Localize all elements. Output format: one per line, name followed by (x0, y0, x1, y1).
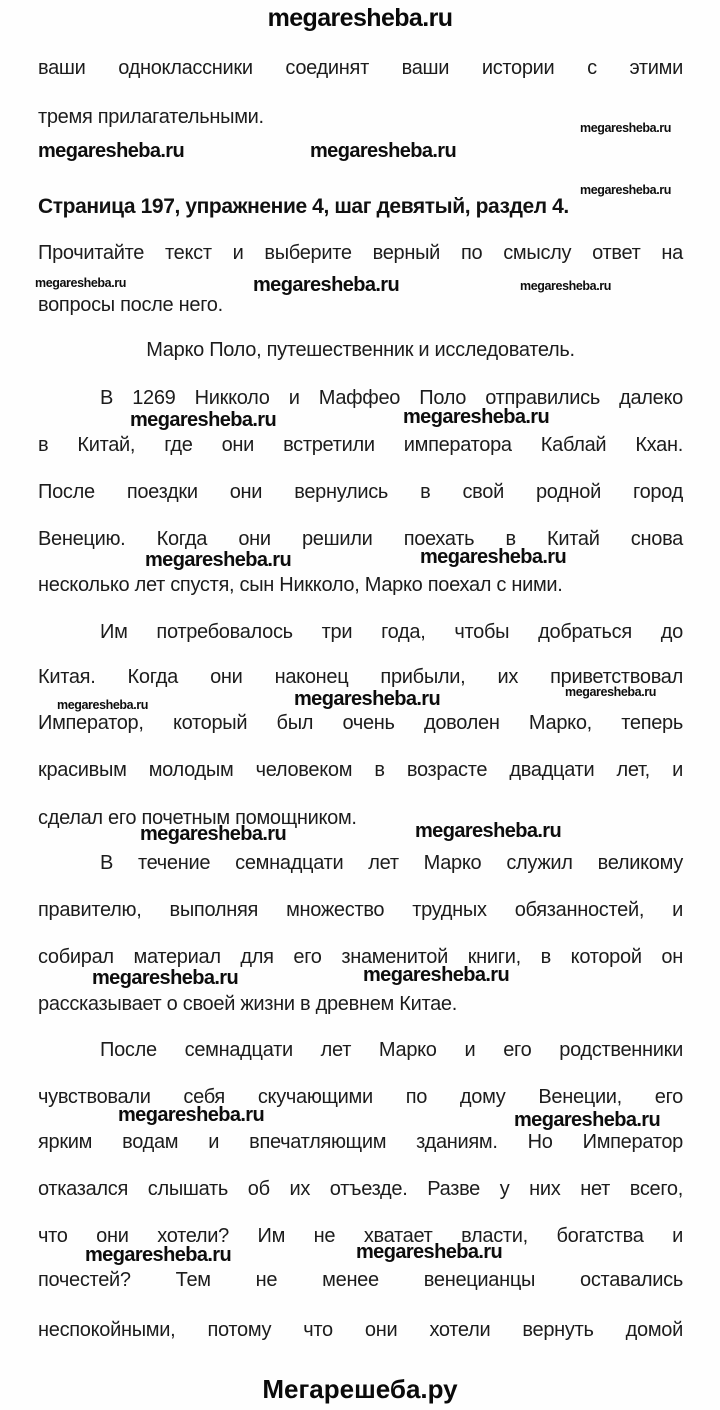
text-line: собирал материал для его знаменитой книги, в которой он (38, 946, 683, 968)
text-line: вопросы после него. (38, 294, 223, 316)
watermark-bold: megaresheba.ru (92, 967, 239, 989)
text-line: ярким водам и впечатляющим зданиям. Но Император (38, 1131, 683, 1153)
page-footer-title: Мегарешеба.ру (262, 1374, 458, 1404)
text-line: чувствовали себя скучающими по дому Венеции, его (38, 1086, 683, 1108)
watermark-bold: megaresheba.ru (140, 823, 287, 845)
watermark-bold: megaresheba.ru (420, 546, 567, 568)
watermark-small: megaresheba.ru (35, 276, 126, 290)
text-line: рассказывает о своей жизни в древнем Китае. (38, 993, 457, 1015)
text-line: в Китай, где они встретили императора Каблай Кхан. (38, 434, 683, 456)
text-line: Китая. Когда они наконец прибыли, их приветствовал (38, 666, 683, 688)
watermark-bold: megaresheba.ru (130, 409, 277, 431)
text-line: ваши одноклассники соединят ваши истории с этими (38, 57, 683, 79)
watermark-bold: megaresheba.ru (145, 549, 292, 571)
text-line: правителю, выполняя множество трудных обязанностей, и (38, 899, 683, 921)
watermark-small: megaresheba.ru (520, 279, 611, 293)
watermark-bold: megaresheba.ru (356, 1241, 503, 1263)
text-line: После поездки они вернулись в свой родной город (38, 481, 683, 503)
watermark-small: megaresheba.ru (580, 183, 671, 197)
text-line: В 1269 Никколо и Маффео Поло отправились далеко (100, 387, 683, 409)
watermark-small: megaresheba.ru (580, 121, 671, 135)
story-title: Марко Поло, путешественник и исследователь. (146, 339, 575, 361)
watermark-bold: megaresheba.ru (363, 964, 510, 986)
watermark-bold: megaresheba.ru (310, 140, 457, 162)
text-line: что они хотели? Им не хватает власти, богатства и (38, 1225, 683, 1247)
text-line: Прочитайте текст и выберите верный по смыслу ответ на (38, 242, 683, 264)
text-line: почестей? Тем не менее венецианцы оставались (38, 1269, 683, 1291)
watermark-bold: megaresheba.ru (415, 820, 562, 842)
text-line: Им потребовалось три года, чтобы добраться до (100, 621, 683, 643)
watermark-small: megaresheba.ru (565, 685, 656, 699)
text-line: После семнадцати лет Марко и его родственники (100, 1039, 683, 1061)
section-heading: Страница 197, упражнение 4, шаг девятый, раздел 4. (38, 195, 569, 218)
text-line: красивым молодым человеком в возрасте двадцати лет, и (38, 759, 683, 781)
text-line: сделал его почетным помощником. (38, 807, 357, 829)
text-line: В течение семнадцати лет Марко служил великому (100, 852, 683, 874)
page-header-watermark-title: megaresheba.ru (267, 4, 453, 32)
text-line: несколько лет спустя, сын Никколо, Марко поехал с ними. (38, 574, 563, 596)
watermark-bold: megaresheba.ru (514, 1109, 661, 1131)
watermark-bold: megaresheba.ru (38, 140, 185, 162)
text-line: неспокойными, потому что они хотели вернуть домой (38, 1319, 683, 1341)
text-line: тремя прилагательными. (38, 106, 264, 128)
text-line: Венецию. Когда они решили поехать в Китай снова (38, 528, 683, 550)
watermark-bold: megaresheba.ru (294, 688, 441, 710)
watermark-bold: megaresheba.ru (253, 274, 400, 296)
watermark-small: megaresheba.ru (57, 698, 148, 712)
watermark-bold: megaresheba.ru (85, 1244, 232, 1266)
watermark-bold: megaresheba.ru (118, 1104, 265, 1126)
text-line: отказался слышать об их отъезде. Разве у них нет всего, (38, 1178, 683, 1200)
text-line: Император, который был очень доволен Марко, теперь (38, 712, 683, 734)
watermark-bold: megaresheba.ru (403, 406, 550, 428)
